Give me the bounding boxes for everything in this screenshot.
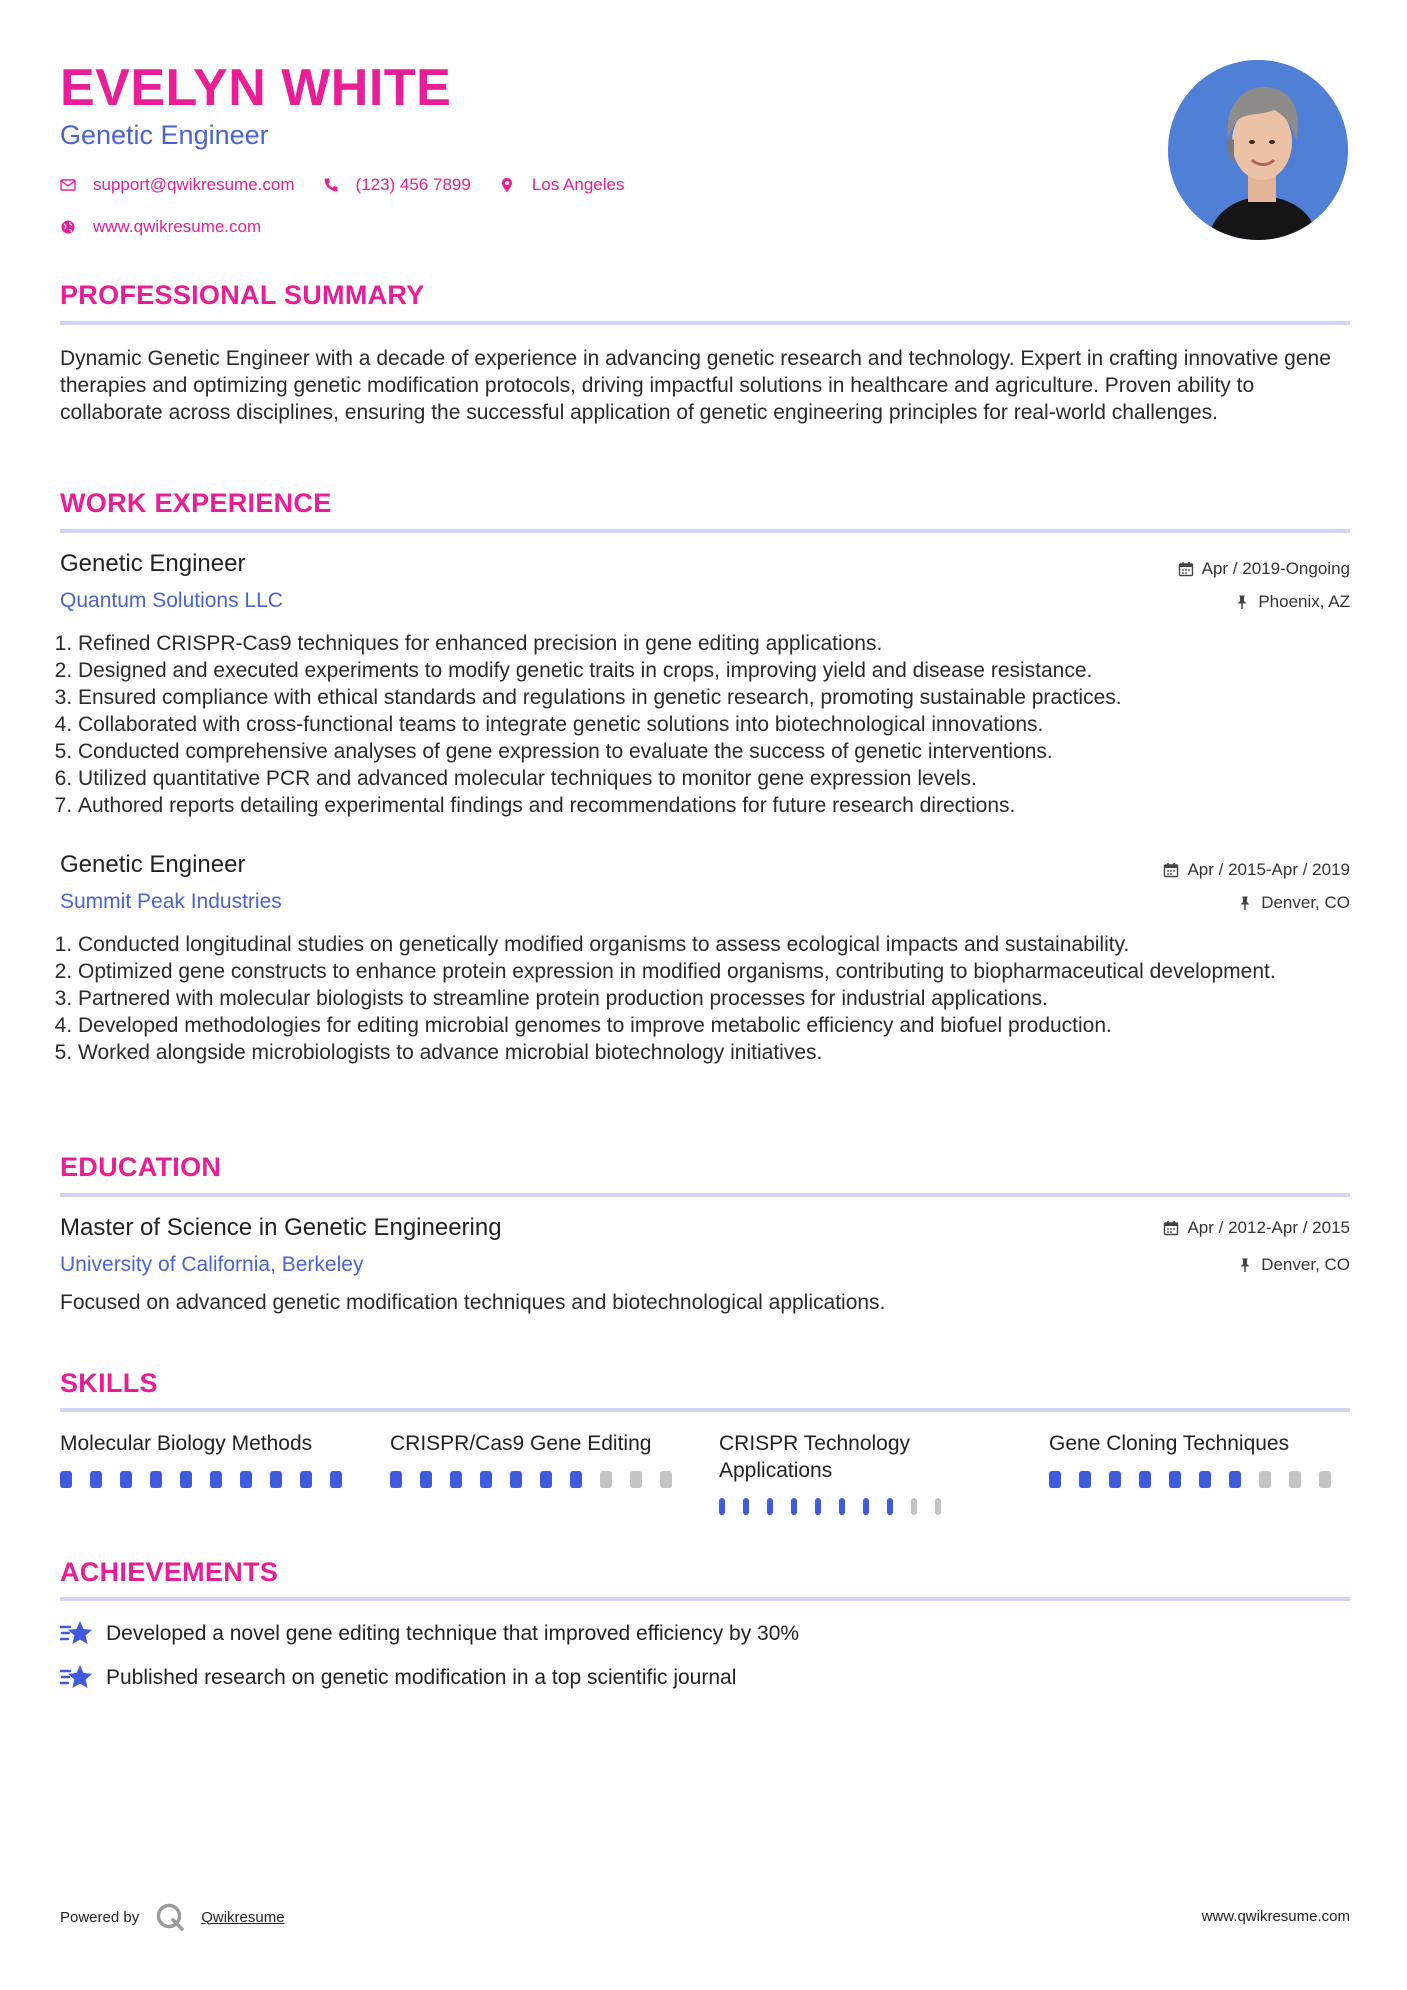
skill-dot-filled [1169,1471,1181,1488]
skill-dot-filled [540,1471,552,1488]
section-divider [60,1597,1350,1601]
skill-name: CRISPR Technology Applications [719,1432,911,1482]
skill-dot-empty [600,1471,612,1488]
skill-dot-filled [1109,1471,1121,1488]
skill-rating [390,1471,690,1488]
section-title-experience: WORK EXPERIENCE [60,488,332,518]
pushpin-icon [1234,594,1250,610]
skill-dot-filled [1199,1471,1211,1488]
skill-dot-filled [270,1471,282,1488]
skill-item [1049,1430,1349,1488]
section-title-education: EDUCATION [60,1152,222,1182]
brand-link[interactable]: Qwikresume [201,1908,285,1926]
job-location-text: Phoenix, AZ [1258,592,1350,611]
skill-rating [719,1498,959,1515]
skill-dot-filled [887,1498,893,1515]
skill-dot-filled [390,1471,402,1488]
skill-rating [1049,1471,1349,1488]
map-pin-icon [499,177,515,193]
skill-dot-filled [815,1498,821,1515]
achievement-text: Developed a novel gene editing technique that improved efficiency by 30% [106,1622,800,1645]
shooting-star-icon [60,1663,92,1693]
contact-info [60,172,652,256]
skill-dot-empty [911,1498,917,1515]
calendar-icon [1163,862,1179,878]
job-title: Genetic Engineer [60,550,246,577]
skill-dot-filled [480,1471,492,1488]
section-divider [60,529,1350,533]
skill-dot-filled [60,1471,72,1488]
company-name: Quantum Solutions LLC [60,589,283,612]
skill-dot-filled [1049,1471,1061,1488]
section-divider [60,1193,1350,1197]
skill-dot-empty [630,1471,642,1488]
location-text: Los Angeles [531,175,625,194]
envelope-icon [60,177,76,193]
section-divider [60,321,1350,325]
skill-dot-filled [767,1498,773,1515]
skill-dot-empty [935,1498,941,1515]
achievement-item [60,1663,736,1693]
resume-page [60,0,1350,1990]
website-link[interactable]: www.qwikresume.com [93,217,262,236]
skill-dot-empty [660,1471,672,1488]
skill-name: Gene Cloning Techniques [1049,1432,1290,1455]
list-item: 2. Designed and executed experiments to modify genetic traits in crops, improving yield and disease resistance. [78,657,1368,684]
education-description: Focused on advanced genetic modification techniques and biotechnological applications. [60,1291,886,1314]
skill-item [60,1430,360,1488]
candidate-role: Genetic Engineer [60,120,269,150]
phone-number[interactable]: (123) 456 7899 [355,175,471,194]
skill-dot-filled [570,1471,582,1488]
list-item: 6. Utilized quantitative PCR and advanced molecular techniques to monitor gene expression levels. [78,765,1368,792]
candidate-name: EVELYN WHITE [60,59,452,117]
skill-dot-filled [120,1471,132,1488]
achievement-text: Published research on genetic modification in a top scientific journal [106,1666,737,1689]
achievement-item [60,1619,799,1649]
education-dates-text: Apr / 2012-Apr / 2015 [1187,1218,1350,1237]
footer-website[interactable]: www.qwikresume.com [1201,1908,1350,1925]
job-dates-text: Apr / 2015-Apr / 2019 [1187,860,1350,879]
skill-dot-filled [743,1498,749,1515]
skill-name: Molecular Biology Methods [60,1432,313,1455]
list-item: 1. Conducted longitudinal studies on genetically modified organisms to assess ecological impacts and sustainability. [78,931,1368,958]
list-item: 1. Refined CRISPR-Cas9 techniques for enhanced precision in gene editing applications. [78,630,1368,657]
footer-powered-by [60,1902,285,1932]
skill-dot-filled [180,1471,192,1488]
skill-dot-filled [863,1498,869,1515]
powered-by-label: Powered by [60,1908,140,1926]
skill-rating [60,1471,360,1488]
education-location [1237,1255,1350,1275]
list-item: 7. Authored reports detailing experimental findings and recommendations for future research directions. [78,792,1368,819]
globe-icon [60,219,76,235]
job-dates [1178,559,1350,579]
email-link[interactable]: support@qwikresume.com [93,175,295,194]
education-dates [1163,1218,1350,1238]
skill-dot-empty [1259,1471,1271,1488]
list-item: 5. Conducted comprehensive analyses of gene expression to evaluate the success of genetic interventions. [78,738,1368,765]
skill-dot-filled [791,1498,797,1515]
skill-dot-filled [1139,1471,1151,1488]
list-item: 5. Worked alongside microbiologists to advance microbial biotechnology initiatives. [78,1039,1368,1066]
list-item: 4. Collaborated with cross-functional teams to integrate genetic solutions into biotechnological innovations. [78,711,1368,738]
skill-dot-filled [719,1498,725,1515]
skill-dot-filled [300,1471,312,1488]
list-item: 3. Ensured compliance with ethical standards and regulations in genetic research, promoting sustainable practices. [78,684,1368,711]
job-location-text: Denver, CO [1261,893,1350,912]
section-title-skills: SKILLS [60,1368,158,1398]
school-name: University of California, Berkeley [60,1253,364,1276]
job-bullets [60,630,1368,819]
skill-dot-filled [510,1471,522,1488]
education-location-text: Denver, CO [1261,1255,1350,1274]
list-item: 3. Partnered with molecular biologists to streamline protein production processes for industrial applications. [78,985,1368,1012]
skill-dot-filled [150,1471,162,1488]
skill-dot-filled [1229,1471,1241,1488]
job-bullets [60,931,1368,1066]
skill-item [390,1430,690,1488]
summary-text: Dynamic Genetic Engineer with a decade of experience in advancing genetic research and technology. Expert in crafting innovative gene therapies and optimizing genetic modification protocols, driving impactful solutions in healthcare and agriculture. Proven ability to collaborate across disciplines, ensuring the successful application of genetic engineering principles for real-world challenges. [60,347,1331,424]
phone-icon [323,177,339,193]
list-item: 4. Developed methodologies for editing microbial genomes to improve metabolic efficiency and biofuel production. [78,1012,1368,1039]
skill-dot-empty [1289,1471,1301,1488]
skill-dot-filled [90,1471,102,1488]
qwikresume-logo-icon [155,1902,185,1932]
skill-dot-empty [1319,1471,1331,1488]
job-location [1237,893,1350,913]
profile-photo [1168,60,1348,240]
job-location [1234,592,1350,612]
skill-dot-filled [1079,1471,1091,1488]
calendar-icon [1163,1220,1179,1236]
skill-name: CRISPR/Cas9 Gene Editing [390,1432,652,1455]
skill-dot-filled [330,1471,342,1488]
section-title-achievements: ACHIEVEMENTS [60,1557,279,1587]
shooting-star-icon [60,1619,92,1649]
degree-title: Master of Science in Genetic Engineering [60,1214,502,1241]
pushpin-icon [1237,895,1253,911]
skill-dot-filled [450,1471,462,1488]
section-title-summary: PROFESSIONAL SUMMARY [60,280,425,310]
skill-dot-filled [210,1471,222,1488]
section-divider [60,1408,1350,1412]
skill-dot-filled [420,1471,432,1488]
company-name: Summit Peak Industries [60,890,282,913]
skill-item [719,1430,959,1515]
job-title: Genetic Engineer [60,851,246,878]
skill-dot-filled [240,1471,252,1488]
skill-dot-filled [839,1498,845,1515]
list-item: 2. Optimized gene constructs to enhance protein expression in modified organisms, contributing to biopharmaceutical development. [78,958,1368,985]
job-dates [1163,860,1350,880]
job-dates-text: Apr / 2019-Ongoing [1201,559,1350,578]
pushpin-icon [1237,1257,1253,1273]
calendar-icon [1178,561,1194,577]
